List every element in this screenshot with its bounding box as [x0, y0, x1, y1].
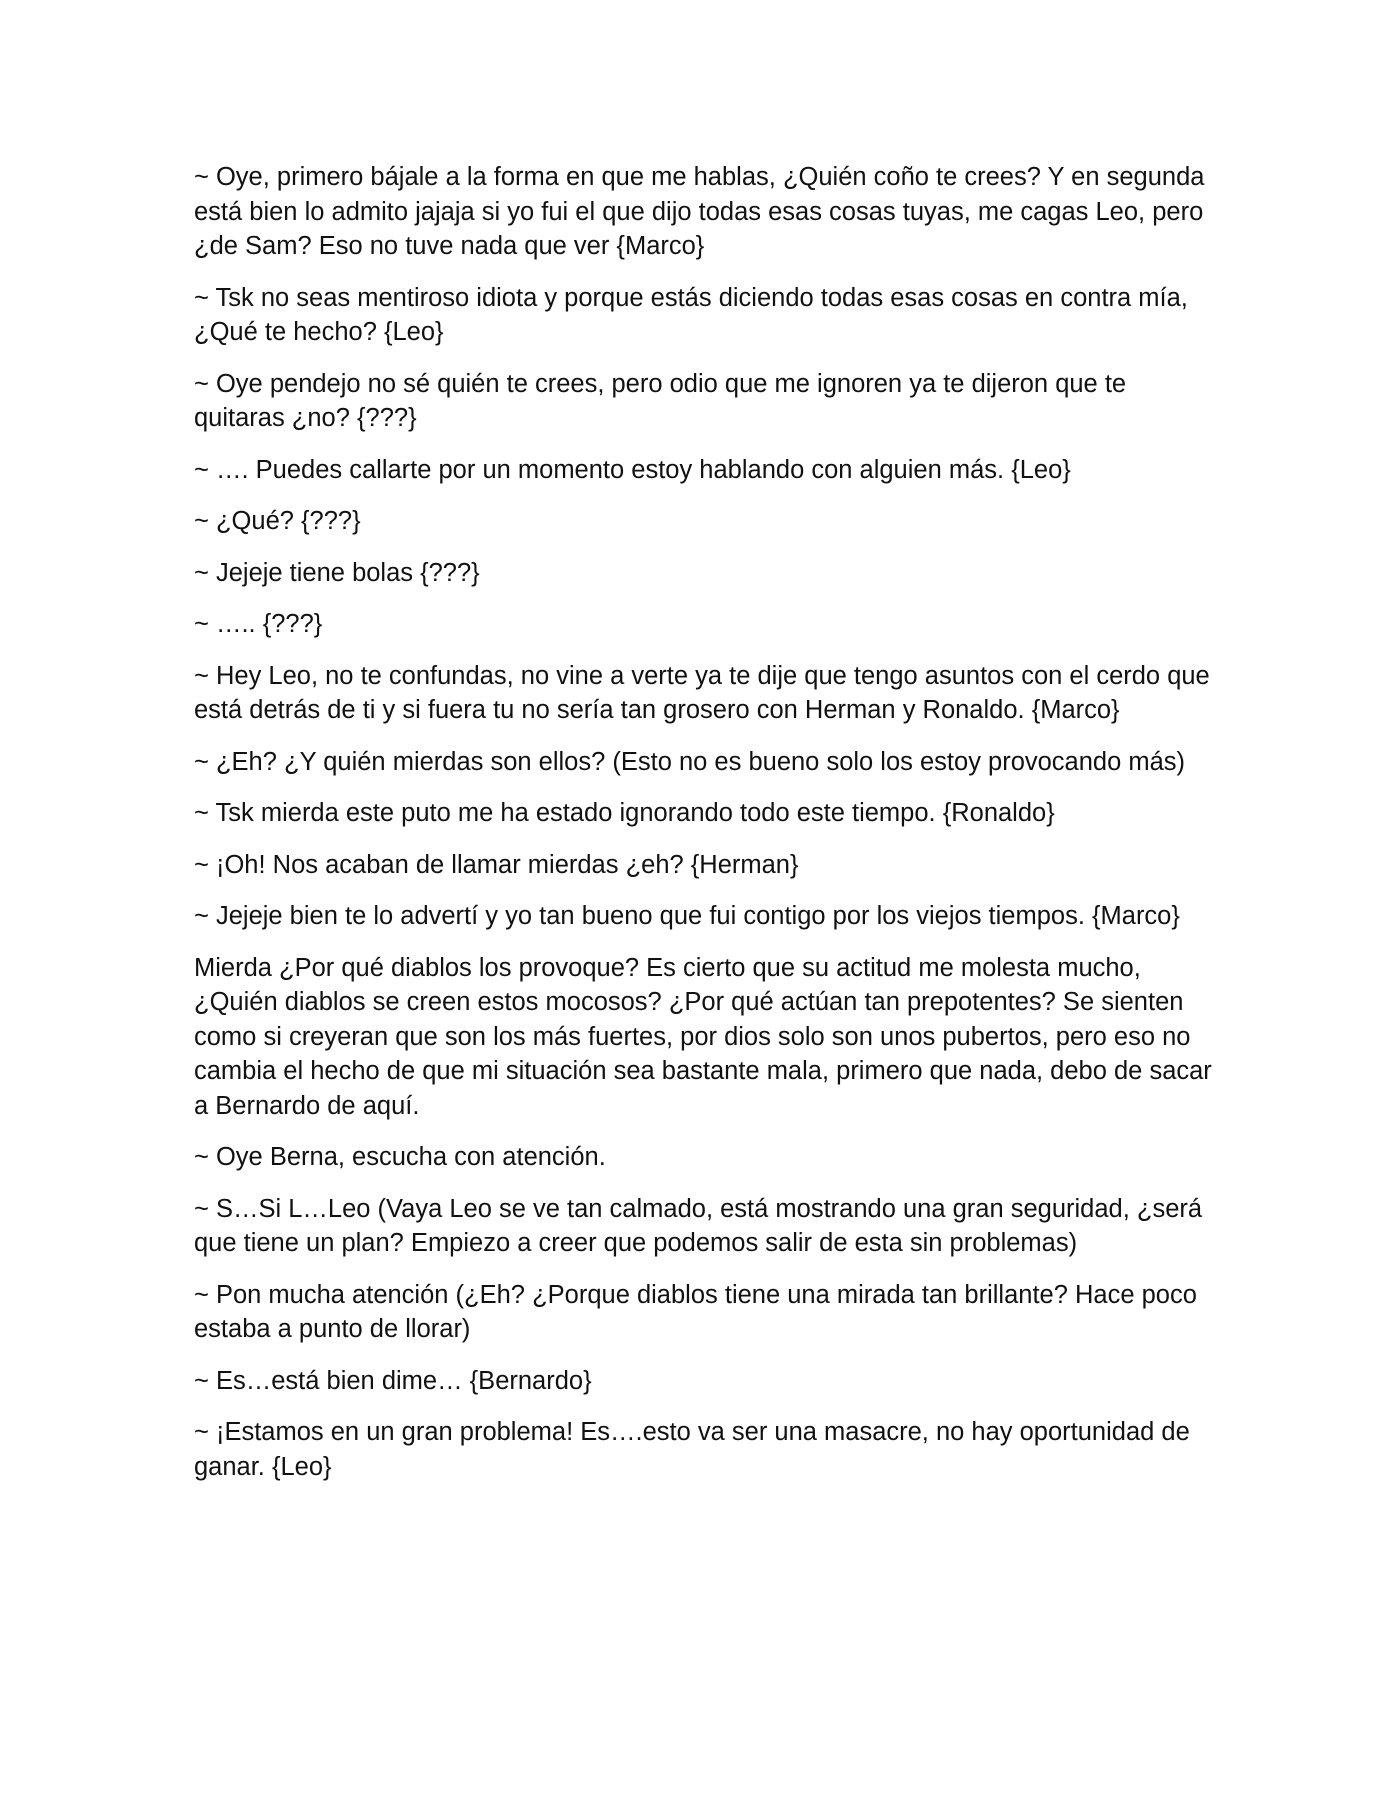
paragraph: ~ Oye Berna, escucha con atención.: [194, 1143, 606, 1171]
paragraph: ~ ¡Oh! Nos acaban de llamar mierdas ¿eh? {Herman}: [194, 850, 799, 879]
paragraph: ~ Oye, primero bájale a la forma en que me hablas, ¿Quién coño te crees? Y en segunda está bien lo admito jajaja si yo fui el que dijo todas esas cosas tuyas, me cagas Leo, pero ¿de Sam? Eso no tuve nada que ver {Marco}: [194, 163, 1205, 260]
paragraph: Mierda ¿Por qué diablos los provoque? Es cierto que su actitud me molesta mucho, ¿Quién diablos se creen estos mocosos? ¿Por qué actúan tan prepotentes? Se sienten como si creyeran que son los más fuertes, por dios solo son unos pubertos, pero eso no cambia el hecho de que mi situación sea bastante mala, primero que nada, debo de sacar a Bernardo de aquí.: [194, 953, 1212, 1120]
paragraph: ~ …. Puedes callarte por un momento estoy hablando con alguien más. {Leo}: [194, 455, 1071, 484]
paragraph: ~ ¿Eh? ¿Y quién mierdas son ellos? (Esto no es bueno solo los estoy provocando más): [194, 747, 1186, 776]
paragraph: ~ Jejeje bien te lo advertí y yo tan bueno que fui contigo por los viejos tiempos. {Marco}: [194, 902, 1180, 930]
paragraph: ~ Hey Leo, no te confundas, no vine a verte ya te dije que tengo asuntos con el cerdo que está detrás de ti y si fuera tu no sería tan grosero con Herman y Ronaldo. {Marco}: [194, 661, 1210, 724]
paragraph: ~ Jejeje tiene bolas {???}: [194, 558, 480, 587]
paragraph: ~ ¿Qué? {???}: [194, 507, 361, 535]
document-body: [194, 160, 1214, 1501]
paragraph: ~ Tsk mierda este puto me ha estado ignorando todo este tiempo. {Ronaldo}: [194, 799, 1055, 827]
paragraph: ~ ¡Estamos en un gran problema! Es….esto va ser una masacre, no hay oportunidad de ganar. {Leo}: [194, 1418, 1190, 1481]
paragraph: ~ Oye pendejo no sé quién te crees, pero odio que me ignoren ya te dijeron que te quitaras ¿no? {???}: [194, 369, 1127, 432]
paragraph: ~ Pon mucha atención (¿Eh? ¿Porque diablos tiene una mirada tan brillante? Hace poco estaba a punto de llorar): [194, 1280, 1197, 1343]
paragraph: ~ ….. {???}: [194, 610, 323, 638]
paragraph: ~ S…Si L…Leo (Vaya Leo se ve tan calmado, está mostrando una gran seguridad, ¿será que tiene un plan? Empiezo a creer que podemos salir de esta sin problemas): [194, 1194, 1203, 1257]
paragraph: ~ Es…está bien dime… {Bernardo}: [194, 1366, 592, 1395]
paragraph: ~ Tsk no seas mentiroso idiota y porque estás diciendo todas esas cosas en contra mía, ¿Qué te hecho? {Leo}: [194, 283, 1188, 346]
